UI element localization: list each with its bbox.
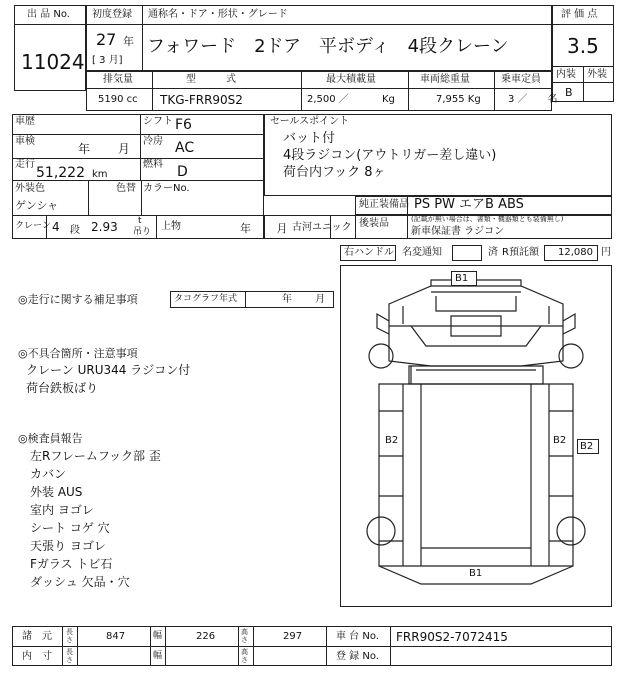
- color-no-label: カラーNo.: [143, 183, 190, 194]
- truck-top-view: [341, 266, 611, 606]
- mileage-unit: km: [92, 169, 108, 180]
- height-label: 高さ: [241, 628, 248, 644]
- damage-mark-b2-left: B2: [385, 435, 399, 446]
- damage-mark-b1-top-label: B1: [455, 273, 469, 284]
- fuel-label: 燃料: [143, 159, 163, 170]
- interior-grade: B: [565, 86, 573, 99]
- crane-stages: 4: [52, 220, 60, 234]
- shift-value: F6: [175, 117, 192, 133]
- inspection-value: 年 月: [78, 142, 130, 156]
- driving-notes-label: ◎走行に関する補足事項: [18, 293, 138, 306]
- tachograph-label: タコグラフ年式: [174, 294, 238, 304]
- mileage-value: 51,222: [36, 165, 85, 181]
- ac-label: 冷房: [143, 136, 163, 147]
- r-deposit-label: R預託額: [502, 247, 539, 258]
- fuel-value: D: [177, 164, 188, 180]
- crane-hang: 吊り: [133, 227, 152, 237]
- interior-grade-label: 内装: [556, 69, 576, 80]
- in-width-label: 幅: [153, 651, 163, 661]
- first-reg-label: 初度登録: [92, 9, 132, 20]
- first-reg-year-unit: 年: [123, 35, 134, 48]
- sales-points-label: セールスポイント: [270, 116, 350, 127]
- upper-label: 上物: [161, 221, 181, 232]
- history-label: 車歴: [15, 116, 35, 127]
- crane-tons-unit: t: [138, 216, 142, 226]
- width-value: 226: [196, 631, 216, 642]
- interior-dims-label: 内 寸: [22, 651, 52, 662]
- in-length-label: 長さ: [66, 648, 73, 664]
- spec-table: [86, 71, 552, 111]
- inspector-line-7: Fガラス トビ石: [30, 557, 113, 571]
- inspection-label: 車検: [15, 136, 35, 147]
- sales-point-2: 4段ラジコン(アウトリガー差し違い): [283, 148, 497, 163]
- capacity-label: 乗車定員: [501, 74, 541, 85]
- warranty-value: 新車保証書 ラジコン: [411, 226, 505, 237]
- first-reg-month: [ 3 月]: [92, 55, 123, 66]
- lot-number: 11024: [21, 50, 85, 74]
- defect-1: クレーン URU344 ラジコン付: [26, 363, 191, 377]
- length-label: 長さ: [66, 628, 73, 644]
- r-deposit-value: 12,080: [558, 247, 593, 258]
- tachograph-value: 年 月: [282, 294, 326, 305]
- inspector-line-3: 外装 AUS: [30, 485, 83, 499]
- inspector-line-1: 左Rフレームフック部 歪: [30, 449, 161, 463]
- inspector-line-2: カバン: [30, 467, 67, 481]
- aftermarket-label: 後装品: [359, 218, 389, 229]
- crane-stage-unit: 段: [70, 225, 80, 236]
- handle-value: 右ハンドル: [344, 247, 394, 258]
- max-load-label: 最大積載量: [326, 74, 376, 85]
- score-value: 3.5: [567, 34, 599, 58]
- recycle-label: 済: [488, 247, 498, 258]
- currency-label: 円: [601, 247, 611, 258]
- inspector-line-4: 室内 ヨゴレ: [30, 503, 94, 517]
- name-change-box: [452, 245, 482, 261]
- ext-color-value: ゲンシャ: [15, 199, 59, 212]
- in-height-label: 高さ: [241, 648, 248, 664]
- length-value: 847: [106, 631, 126, 642]
- color-change-label: 色替: [116, 183, 136, 194]
- max-load-value: 2,500 ／ Kg: [307, 94, 395, 105]
- reg-no-label: 登 録 No.: [336, 651, 379, 662]
- mileage-label: 走行: [15, 159, 35, 170]
- desc-label: 通称名・ドア・形状・グレード: [148, 9, 288, 20]
- model-code-label: 型 式: [186, 74, 236, 85]
- height-value: 297: [283, 631, 303, 642]
- crane-tons: 2.93: [91, 220, 118, 234]
- gross-weight-label: 車両総重量: [420, 74, 470, 85]
- shift-label: シフト: [143, 116, 173, 127]
- sales-point-1: バット付: [283, 131, 336, 146]
- crane-label: クレーン: [15, 221, 51, 231]
- upper-date: 年 月: [240, 222, 288, 235]
- sales-point-3: 荷台内フック 8ヶ: [283, 165, 386, 180]
- chassis-label: 車 台 No.: [336, 631, 379, 642]
- inspector-line-5: シート コゲ 穴: [30, 521, 110, 535]
- gross-weight-value: 7,955 Kg: [436, 94, 481, 105]
- capacity-value: 3 ／ 名: [508, 94, 558, 105]
- genuine-equip-value: PS PW エアB ABS: [414, 197, 524, 212]
- name-change-label: 名変通知: [402, 247, 442, 258]
- chassis-value: FRR90S2-7072415: [396, 630, 508, 644]
- damage-diagram: [340, 265, 612, 607]
- damage-mark-b2-outer-label: B2: [580, 441, 594, 452]
- inspector-line-8: ダッシュ 欠品・穴: [30, 575, 130, 589]
- displacement-value: 5190 cc: [98, 94, 138, 105]
- ac-value: AC: [175, 140, 195, 156]
- damage-mark-b1-bottom: B1: [469, 568, 483, 579]
- aftermarket-note: (記載が無い場合は、書類・機器類とも装備無し): [411, 215, 564, 223]
- genuine-equip-label: 純正装備品: [359, 199, 409, 210]
- defects-label: ◎不具合箇所・注意事項: [18, 347, 138, 360]
- score-label: 評 価 点: [561, 9, 598, 20]
- lot-label: 出 品 No.: [27, 9, 70, 20]
- dims-label: 諸 元: [22, 631, 52, 642]
- exterior-grade-label: 外装: [587, 69, 607, 80]
- inspector-label: ◎検査員報告: [18, 432, 83, 445]
- ext-color-label: 外装色: [15, 183, 45, 194]
- damage-mark-b2-right: B2: [553, 435, 567, 446]
- displacement-label: 排気量: [103, 74, 133, 85]
- inspector-line-6: 天張り ヨゴレ: [30, 539, 106, 553]
- first-reg-year: 27: [96, 30, 117, 49]
- model-description: フォワード 2ドア 平ボディ 4段クレーン: [147, 36, 509, 57]
- model-code: TKG-FRR90S2: [160, 93, 243, 107]
- width-label: 幅: [153, 631, 163, 641]
- defect-2: 荷台鉄板ばり: [26, 381, 99, 395]
- upper-maker: 古河ユニック: [292, 222, 352, 233]
